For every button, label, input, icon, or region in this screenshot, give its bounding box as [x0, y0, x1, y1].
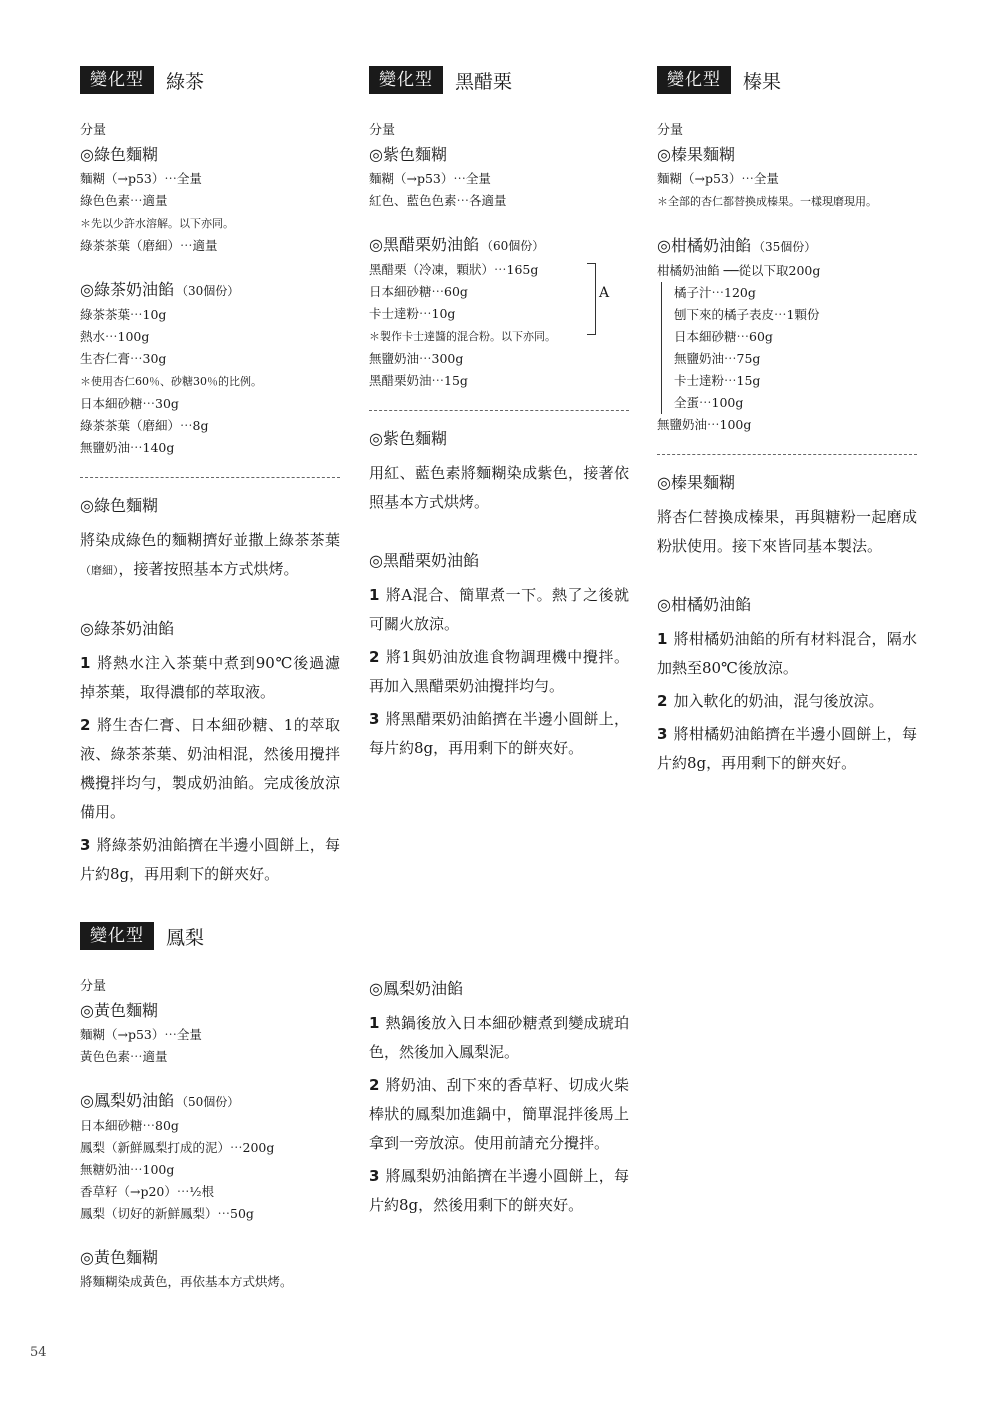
ingredient-note: ＊製作卡士達醬的混合粉。以下亦同。 — [369, 330, 556, 343]
variation-pineapple — [80, 922, 340, 1293]
ingredient-line: 黑醋栗（冷凍，顆狀）⋯165g — [369, 262, 539, 277]
variation-badge: 變化型 — [657, 66, 731, 94]
ingredient-heading: ◎柑橘奶油餡 （35個份） — [657, 236, 817, 255]
method-step: 2 加入軟化的奶油，混勻後放涼。 — [657, 692, 884, 710]
group-bracket — [587, 263, 596, 335]
method-text: 將麵糊染成黃色，再依基本方式烘烤。 — [80, 1274, 293, 1289]
ingredient-heading: ◎黃色麵糊 — [80, 1001, 158, 1020]
section-divider — [369, 410, 629, 411]
ingredient-line: 鳳梨（新鮮鳳梨打成的泥）⋯200g — [80, 1140, 275, 1155]
method-heading: ◎黑醋栗奶油餡 — [369, 551, 479, 570]
method-step: 2 將1與奶油放進食物調理機中攪拌。再加入黑醋栗奶油攪拌均勻。 — [369, 648, 629, 695]
method-heading: ◎鳳梨奶油餡 — [369, 979, 463, 998]
method-step: 1 將熱水注入茶葉中煮到90℃後過濾掉茶葉，取得濃郁的萃取液。 — [80, 654, 340, 701]
yield-count: （50個份） — [175, 1095, 240, 1109]
ingredient-line: 綠茶茶葉（磨細）⋯8g — [80, 418, 209, 433]
pineapple-method — [369, 975, 629, 1224]
variation-header — [80, 922, 340, 950]
ingredient-line: 日本細砂糖⋯60g — [674, 329, 773, 344]
ingredient-group-a — [369, 259, 629, 348]
ingredient-line: 卡士達粉⋯15g — [674, 373, 761, 388]
ingredient-line: 柑橘奶油餡 ──從以下取200g — [657, 263, 821, 278]
ingredient-line: 熱水⋯100g — [80, 329, 150, 344]
variation-name: 鳳梨 — [166, 926, 205, 949]
ingredient-line: 橘子汁⋯120g — [674, 285, 756, 300]
ingredient-line: 無糖奶油⋯100g — [80, 1162, 175, 1177]
ingredient-line: 日本細砂糖⋯60g — [369, 284, 468, 299]
ingredient-line: 無鹽奶油⋯100g — [657, 417, 752, 432]
ingredient-heading: ◎榛果麵糊 — [657, 145, 735, 164]
method-heading: ◎紫色麵糊 — [369, 429, 447, 448]
ingredient-line: 卡士達粉⋯10g — [369, 306, 456, 321]
ingredient-heading: ◎黑醋栗奶油餡 （60個份） — [369, 235, 545, 254]
page-number: 54 — [30, 1345, 47, 1360]
method-heading: ◎榛果麵糊 — [657, 473, 735, 492]
ingredient-line: 生杏仁膏⋯30g — [80, 351, 167, 366]
method-step: 1 熱鍋後放入日本細砂糖煮到變成琥珀色，然後加入鳳梨泥。 — [369, 1014, 629, 1061]
variation-header — [80, 66, 340, 94]
variation-blackcurrant — [369, 66, 629, 767]
method-step: 1 將A混合、簡單煮一下。熱了之後就可關火放涼。 — [369, 586, 629, 633]
yield-count: （35個份） — [752, 240, 817, 254]
method-heading: ◎綠色麵糊 — [80, 496, 158, 515]
ingredient-heading: ◎綠色麵糊 — [80, 145, 158, 164]
ingredient-line: 麵糊（→p53）⋯全量 — [80, 1027, 202, 1042]
ingredient-line: 黃色色素⋯適量 — [80, 1049, 168, 1064]
method-text: 將染成綠色的麵糊擠好並撒上綠茶茶葉（磨細），接著按照基本方式烘烤。 — [80, 531, 340, 578]
ingredient-heading: ◎綠茶奶油餡 （30個份） — [80, 280, 240, 299]
ingredient-line: 紅色、藍色色素⋯各適量 — [369, 193, 507, 208]
method-step: 1 將柑橘奶油餡的所有材料混合，隔水加熱至80℃後放涼。 — [657, 630, 917, 677]
ingredient-note: ＊全部的杏仁都替換成榛果。一樣現磨現用。 — [657, 195, 877, 208]
yield-count: （60個份） — [480, 239, 545, 253]
variation-header — [369, 66, 629, 94]
variation-name: 綠茶 — [166, 70, 205, 93]
method-step: 2 將奶油、刮下來的香草籽、切成火柴棒狀的鳳梨加進鍋中，簡單混拌後馬上拿到一旁放涼。使用前請充分攪拌。 — [369, 1076, 629, 1152]
method-text: 用紅、藍色素將麵糊染成紫色，接著依照基本方式烘烤。 — [369, 464, 629, 511]
ingredient-line: 鳳梨（切好的新鮮鳳梨）⋯50g — [80, 1206, 254, 1221]
variation-badge: 變化型 — [80, 66, 154, 94]
ingredient-line: 麵糊（→p53）⋯全量 — [369, 171, 491, 186]
quantity-label: 分量 — [80, 979, 107, 994]
ingredient-line: 綠茶茶葉⋯10g — [80, 307, 167, 322]
ingredient-line: 無鹽奶油⋯140g — [80, 440, 175, 455]
section-divider — [80, 477, 340, 478]
method-step: 3 將鳳梨奶油餡擠在半邊小圓餅上，每片約8g，然後用剩下的餅夾好。 — [369, 1167, 629, 1214]
ingredient-line: 刨下來的橘子表皮⋯1顆份 — [674, 307, 820, 322]
method-heading: ◎柑橘奶油餡 — [657, 595, 751, 614]
variation-header — [657, 66, 917, 94]
ingredient-line: 麵糊（→p53）⋯全量 — [657, 171, 779, 186]
method-step: 2 將生杏仁膏、日本細砂糖、1的萃取液、綠茶茶葉、奶油相混，然後用攪拌機攪拌均勻，製成奶油餡。完成後放涼備用。 — [80, 716, 340, 821]
variation-badge: 變化型 — [369, 66, 443, 94]
method-step: 3 將黑醋栗奶油餡擠在半邊小圓餅上，每片約8g，再用剩下的餅夾好。 — [369, 710, 629, 757]
ingredient-heading: ◎紫色麵糊 — [369, 145, 447, 164]
variation-badge: 變化型 — [80, 922, 154, 950]
ingredient-line: 綠茶茶葉（磨細）⋯適量 — [80, 238, 218, 253]
variation-name: 黑醋栗 — [455, 70, 513, 93]
method-step: 3 將綠茶奶油餡擠在半邊小圓餅上，每片約8g，再用剩下的餅夾好。 — [80, 836, 340, 883]
variation-name: 榛果 — [743, 70, 782, 93]
ingredient-line: 香草籽（→p20）⋯½根 — [80, 1184, 214, 1199]
ingredient-line: 全蛋⋯100g — [674, 395, 744, 410]
method-step: 3 將柑橘奶油餡擠在半邊小圓餅上，每片約8g，再用剩下的餅夾好。 — [657, 725, 917, 772]
ingredient-line: 麵糊（→p53）⋯全量 — [80, 171, 202, 186]
variation-hazelnut — [657, 66, 917, 782]
ingredient-subgroup — [661, 282, 917, 414]
ingredient-note: ＊使用杏仁60％、砂糖30％的比例。 — [80, 375, 262, 388]
yield-count: （30個份） — [175, 284, 240, 298]
ingredient-line: 綠色色素⋯適量 — [80, 193, 168, 208]
method-heading: ◎黃色麵糊 — [80, 1248, 158, 1267]
method-heading: ◎綠茶奶油餡 — [80, 619, 174, 638]
ingredient-heading: ◎鳳梨奶油餡 （50個份） — [80, 1091, 240, 1110]
section-divider — [657, 454, 917, 455]
quantity-label: 分量 — [657, 123, 684, 138]
ingredient-line: 日本細砂糖⋯80g — [80, 1118, 179, 1133]
ingredient-line: 無鹽奶油⋯75g — [674, 351, 761, 366]
group-label: A — [599, 285, 610, 301]
quantity-label: 分量 — [80, 123, 107, 138]
method-text: 將杏仁替換成榛果，再與糖粉一起磨成粉狀使用。接下來皆同基本製法。 — [657, 508, 917, 555]
ingredient-line: 日本細砂糖⋯30g — [80, 396, 179, 411]
ingredient-line: 黑醋栗奶油⋯15g — [369, 373, 468, 388]
variation-matcha — [80, 66, 340, 893]
ingredient-line: 無鹽奶油⋯300g — [369, 351, 464, 366]
quantity-label: 分量 — [369, 123, 396, 138]
ingredient-note: ＊先以少許水溶解。以下亦同。 — [80, 217, 234, 230]
